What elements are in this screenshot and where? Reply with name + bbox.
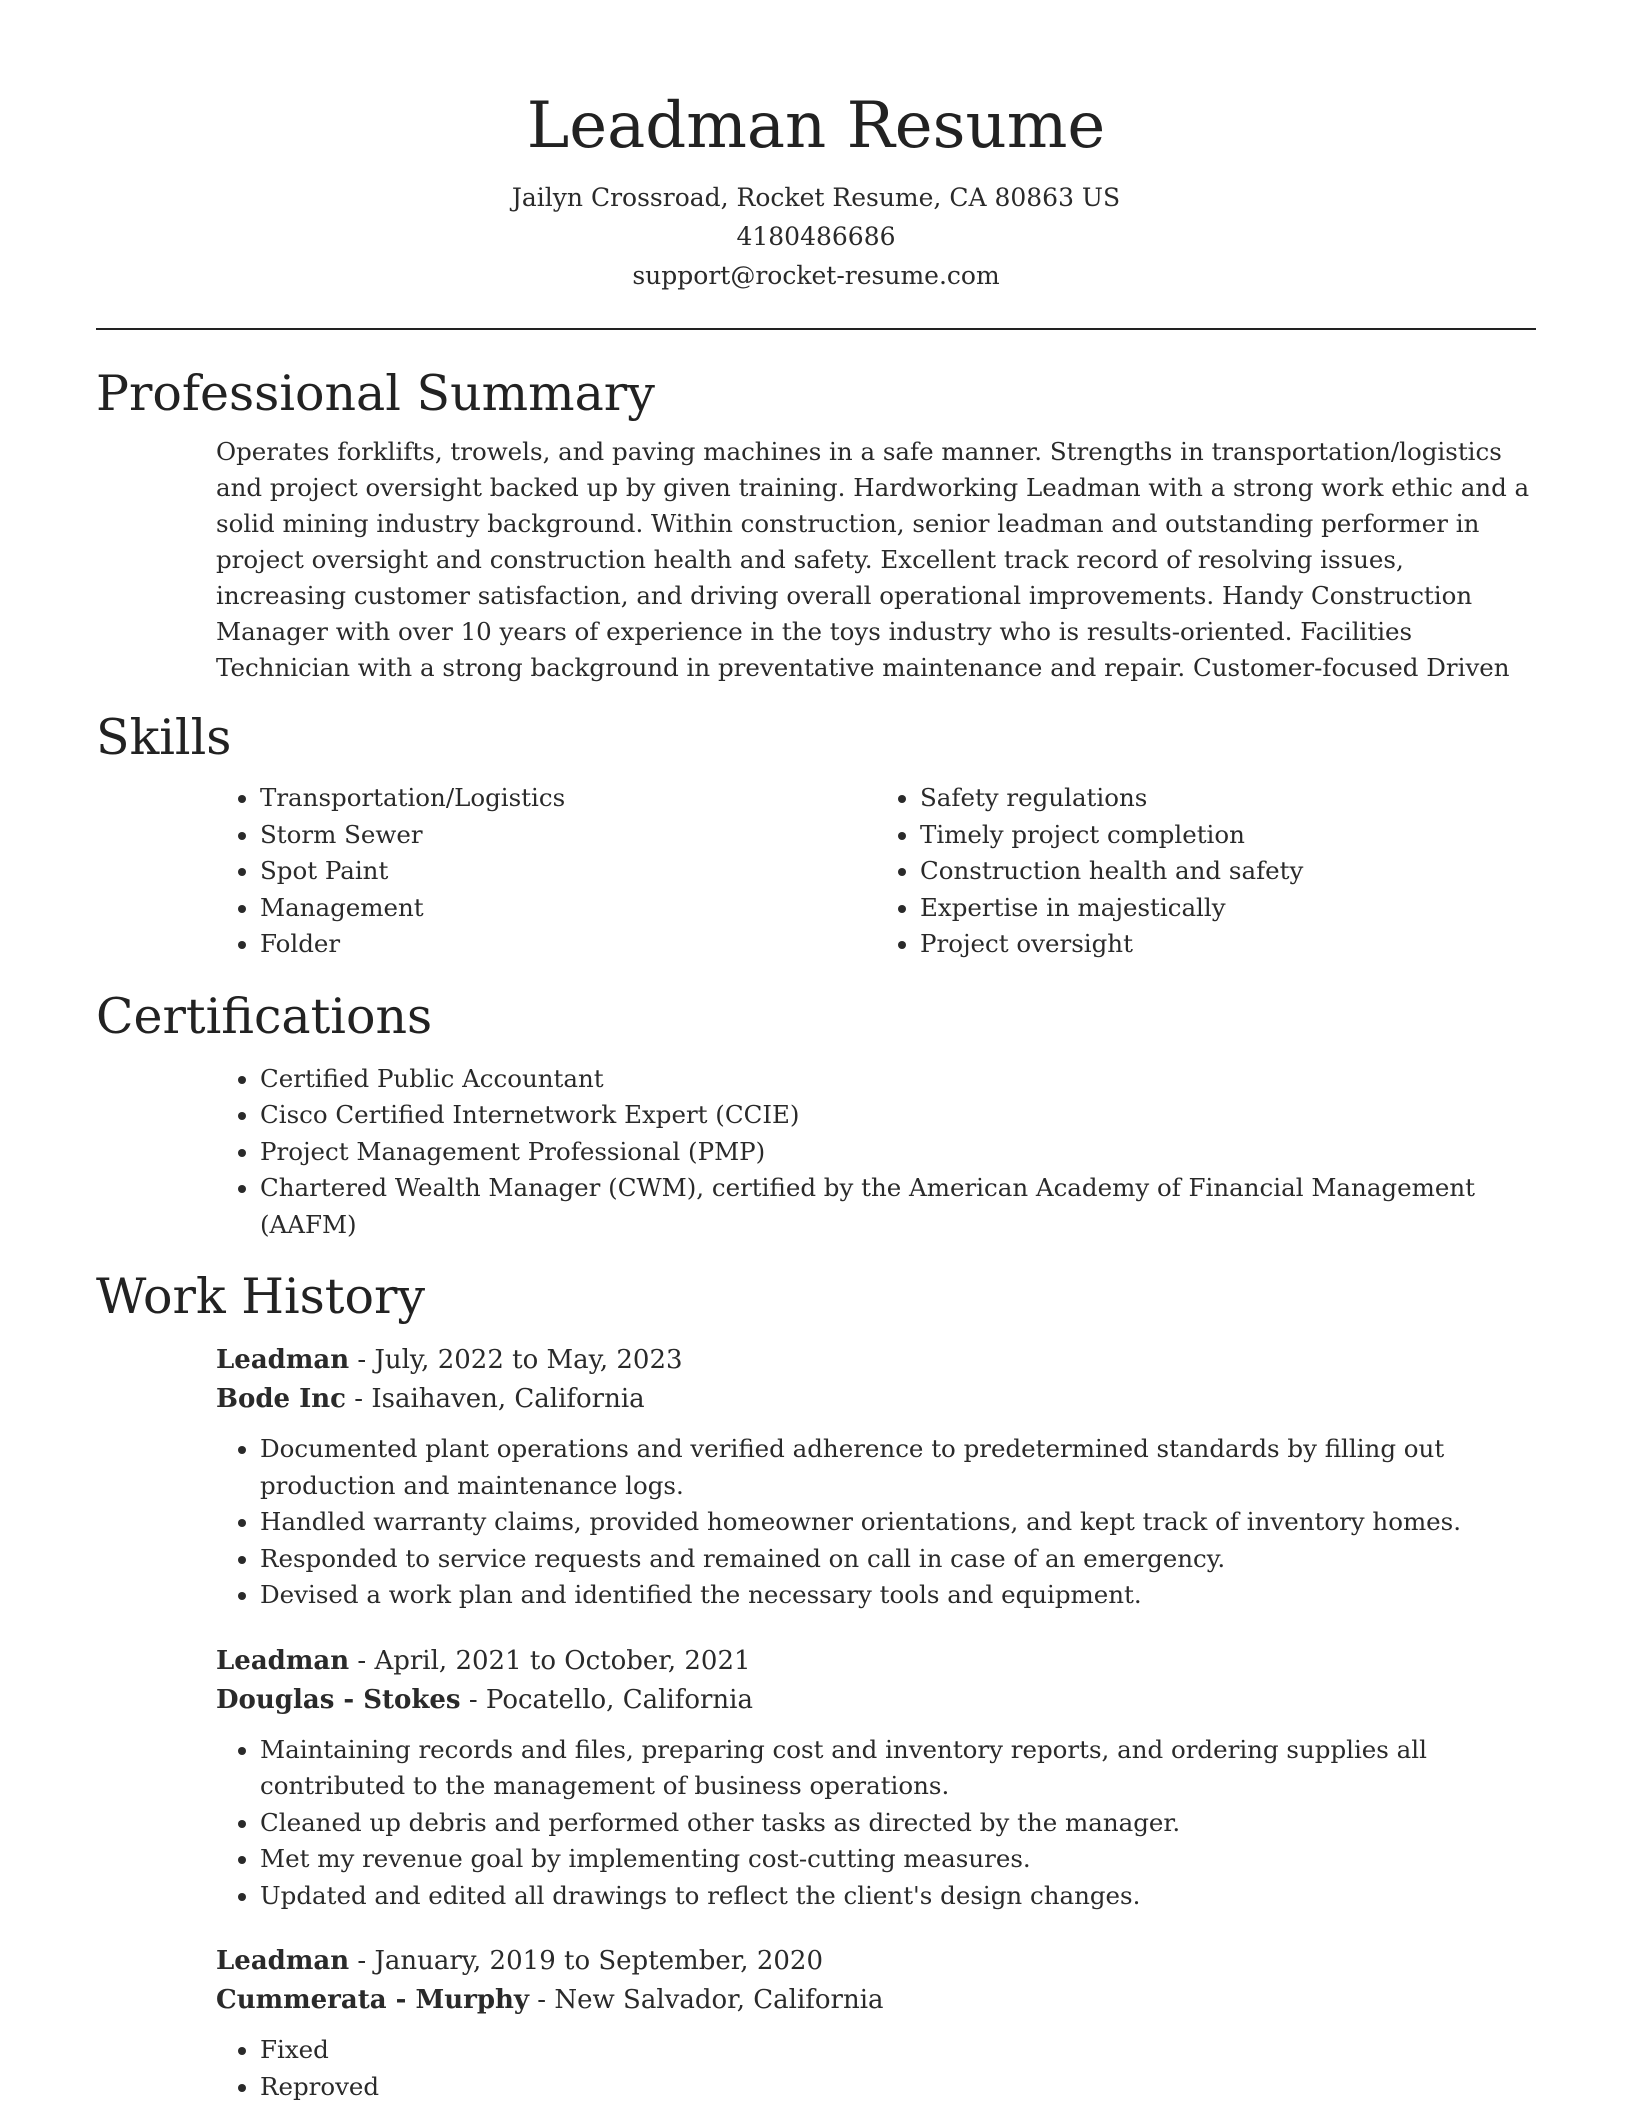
job-bullet: • Cleaned up debris and performed other tasks as directed by the manager. [260, 1805, 1536, 1842]
contact-phone: 4180486686 [736, 222, 896, 251]
job-bullets [216, 1732, 1536, 1915]
job-company-line: Cummerata - Murphy - New Salvador, California [216, 1985, 884, 2015]
job-title-line: Leadman - July, 2022 to May, 2023 [216, 1345, 683, 1375]
job-dates: April, 2021 to October, 2021 [374, 1645, 751, 1676]
skills-columns [216, 780, 1536, 963]
certifications-list [216, 1061, 1536, 1244]
job-title: Leadman [216, 1645, 350, 1676]
job-bullet: • Responded to service requests and remained on call in case of an emergency. [260, 1541, 1536, 1578]
job-company: Bode Inc [216, 1384, 346, 1414]
job-title-line: Leadman - April, 2021 to October, 2021 [216, 1645, 751, 1676]
work-history-heading: Work History [96, 1268, 426, 1325]
job-entry [216, 1642, 1536, 1915]
job-bullet: • Updated and edited all drawings to reflect the client's design changes. [260, 1878, 1536, 1915]
summary-text: Operates forklifts, trowels, and paving machines in a safe manner. Strengths in transportation/logistics and project oversight backed up by given training. Hardworking Leadman with a strong work ethic and a solid mining industry background. Within construction, senior leadman and outstanding performer in project oversight and construction health and safety. Excellent track record of resolving issues, increasing customer satisfaction, and driving overall operational improvements. Handy Construction Manager with over 10 years of experience in the toys industry who is results-oriented. Facilities Technician with a strong background in preventative maintenance and repair. Customer-focused Driven [216, 437, 1530, 682]
resume-header [96, 0, 1536, 295]
skill-item: • Construction health and safety [920, 853, 1536, 890]
job-bullet: • Maintaining records and files, preparing cost and inventory reports, and ordering supplies all contributed to the management of business operations. [260, 1732, 1536, 1805]
skill-item: • Folder [260, 926, 876, 963]
job-entry [216, 1341, 1536, 1614]
skill-item: • Transportation/Logistics [260, 780, 876, 817]
certification-item: • Project Management Professional (PMP) [260, 1134, 1536, 1171]
skill-item: • Spot Paint [260, 853, 876, 890]
contact-email: support@rocket-resume.com [632, 261, 1000, 290]
skill-item: • Safety regulations [920, 780, 1536, 817]
resume-title: Leadman Resume [526, 89, 1106, 163]
skill-item: • Project oversight [920, 926, 1536, 963]
job-title: Leadman [216, 1345, 350, 1375]
job-bullet: • Documented plant operations and verified adherence to predetermined standards by filling out production and maintenance logs. [260, 1431, 1536, 1504]
job-bullet: • Fixed [260, 2032, 1536, 2069]
job-company: Cummerata - Murphy [216, 1985, 530, 2015]
job-company-line: Bode Inc - Isaihaven, California [216, 1384, 645, 1414]
skill-item: • Expertise in majestically [920, 890, 1536, 927]
job-entry [216, 1942, 1536, 2105]
contact-block [96, 178, 1536, 295]
job-title: Leadman [216, 1946, 350, 1976]
skill-item: • Timely project completion [920, 817, 1536, 854]
job-bullet: • Handled warranty claims, provided homeowner orientations, and kept track of inventory homes. [260, 1504, 1536, 1541]
skills-list-left [216, 780, 876, 963]
skill-item: • Storm Sewer [260, 817, 876, 854]
job-title-line: Leadman - January, 2019 to September, 2020 [216, 1946, 823, 1976]
job-bullets [216, 2032, 1536, 2105]
job-bullet: • Devised a work plan and identified the necessary tools and equipment. [260, 1577, 1536, 1614]
resume-page [96, 0, 1536, 2105]
summary-heading: Professional Summary [96, 365, 655, 422]
skills-heading: Skills [96, 709, 232, 766]
job-location: New Salvador, California [554, 1985, 884, 2015]
job-company-line: Douglas - Stokes - Pocatello, California [216, 1684, 753, 1715]
job-bullets [216, 1431, 1536, 1614]
certifications-heading: Certifications [96, 987, 433, 1045]
skill-item: • Management [260, 890, 876, 927]
contact-address: Jailyn Crossroad, Rocket Resume, CA 80863 US [511, 183, 1121, 212]
job-bullet: • Reproved [260, 2069, 1536, 2106]
certification-item: • Certified Public Accountant [260, 1061, 1536, 1098]
job-company: Douglas - Stokes [216, 1684, 461, 1715]
skills-list-right [876, 780, 1536, 963]
job-dates: July, 2022 to May, 2023 [374, 1345, 683, 1375]
job-dates: January, 2019 to September, 2020 [374, 1946, 823, 1976]
job-bullet: • Met my revenue goal by implementing cost-cutting measures. [260, 1841, 1536, 1878]
header-divider [96, 328, 1536, 330]
certification-item: • Cisco Certified Internetwork Expert (CCIE) [260, 1097, 1536, 1134]
job-location: Pocatello, California [485, 1684, 753, 1715]
certification-item: • Chartered Wealth Manager (CWM), certified by the American Academy of Financial Management (AAFM) [260, 1170, 1536, 1243]
job-location: Isaihaven, California [371, 1384, 645, 1414]
